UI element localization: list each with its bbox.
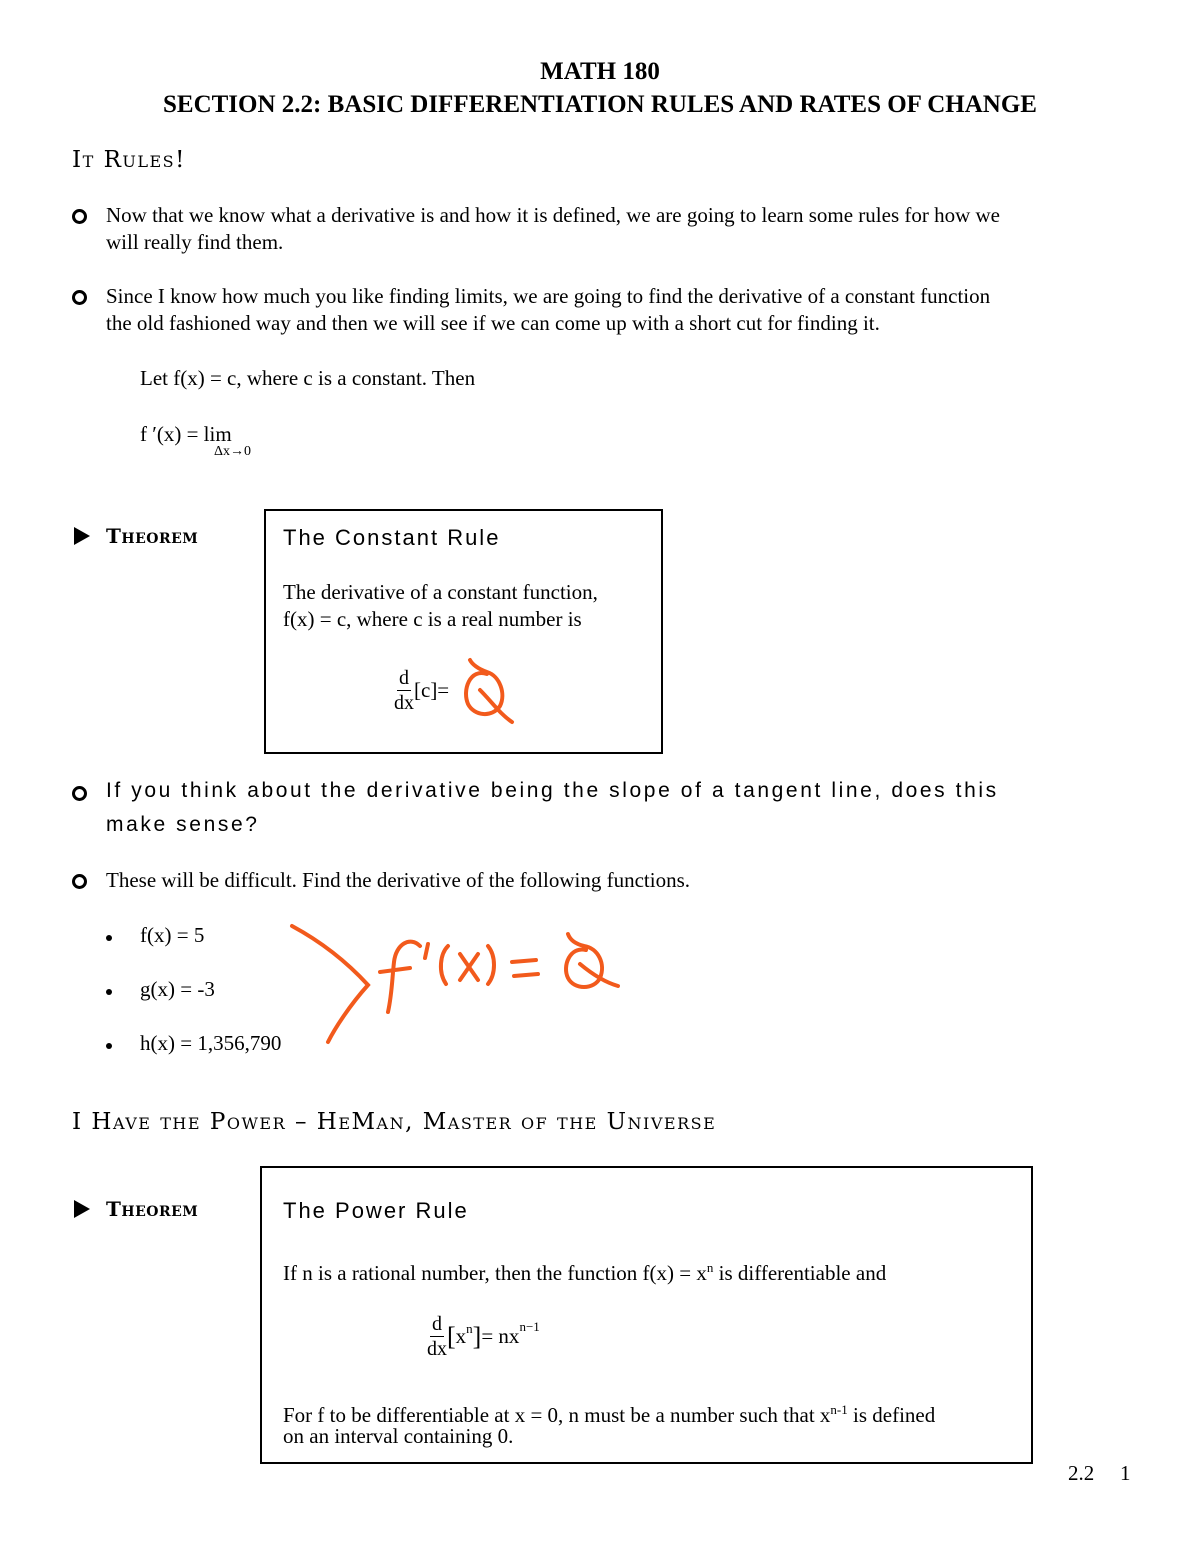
lim-subscript: Δx→0 [214,444,252,459]
power-rule-box [260,1166,1033,1464]
fraction-denominator: dx [394,692,414,714]
function-h: h(x) = 1,356,790 [140,1031,282,1055]
power-rule-title: The Power Rule [283,1198,469,1223]
heading-it-rules: It Rules! [72,147,186,173]
power-line2-text: For f to be differentiable at x = 0, n must be a number such that x [283,1403,831,1427]
power-rule-formula [427,1312,540,1361]
power-rule-line1 [283,1254,886,1287]
power-line2-sup: n-1 [830,1402,848,1417]
course-title: MATH 180 [540,58,660,85]
footer-page-number: 1 [1120,1461,1131,1485]
bullet2-line2: the old fashioned way and then we will see if we can come up with a short cut for finding it. [106,311,880,335]
bullet3-line2: make sense? [106,813,260,836]
formula-n: n [466,1320,473,1336]
power-line1-sup: n [706,1260,714,1275]
theorem-label: Theorem [106,1197,199,1221]
power-line2-post: is defined [847,1403,936,1427]
bullet1-line1: Now that we know what a derivative is and how it is defined, we are going to learn some rules for how we [106,203,1001,227]
theorem-label: Theorem [106,524,199,548]
formula-rhs: = nx [481,1324,520,1348]
constant-bracket: [c]= [414,678,450,702]
right-bracket: ] [472,1322,482,1351]
triangle-bullet-icon [74,1200,90,1218]
heading-power: I Have the Power – HeMan, Master of the Universe [72,1109,717,1135]
power-line1-post: is differentiable and [713,1261,887,1285]
fprime-label: f ′(x) = [140,422,204,446]
bullet4-text: These will be difficult. Find the derivative of the following functions. [106,868,690,892]
let-statement: Let f(x) = c, where c is a constant. Then [140,366,476,390]
power-rule-line3: on an interval containing 0. [283,1424,514,1448]
fraction-numerator: d [399,667,409,689]
formula-rhs-sup: n−1 [519,1318,540,1334]
constant-rule-line1: The derivative of a constant function, [283,580,598,604]
power-line1-text: If n is a rational number, then the function f(x) = x [283,1261,707,1285]
bullet2-line1: Since I know how much you like finding limits, we are going to find the derivative of a constant function [106,284,991,308]
constant-rule-line2: f(x) = c, where c is a real number is [283,607,582,631]
fraction-denominator: dx [427,1338,447,1360]
d-dx-fraction [427,1312,447,1361]
section-title: SECTION 2.2: BASIC DIFFERENTIATION RULES AND RATES OF CHANGE [163,91,1037,118]
function-g: g(x) = -3 [140,977,215,1001]
fraction-numerator: d [432,1313,442,1335]
bullet1-line2: will really find them. [106,230,284,254]
formula-x: x [455,1324,467,1348]
function-f: f(x) = 5 [140,923,205,947]
lim-label: lim [203,422,232,446]
footer-section-number: 2.2 [1068,1461,1095,1485]
left-bracket: [ [447,1322,456,1351]
bullet3-line1: If you think about the derivative being the slope of a tangent line, does this [106,779,999,802]
constant-rule-title: The Constant Rule [283,525,501,550]
